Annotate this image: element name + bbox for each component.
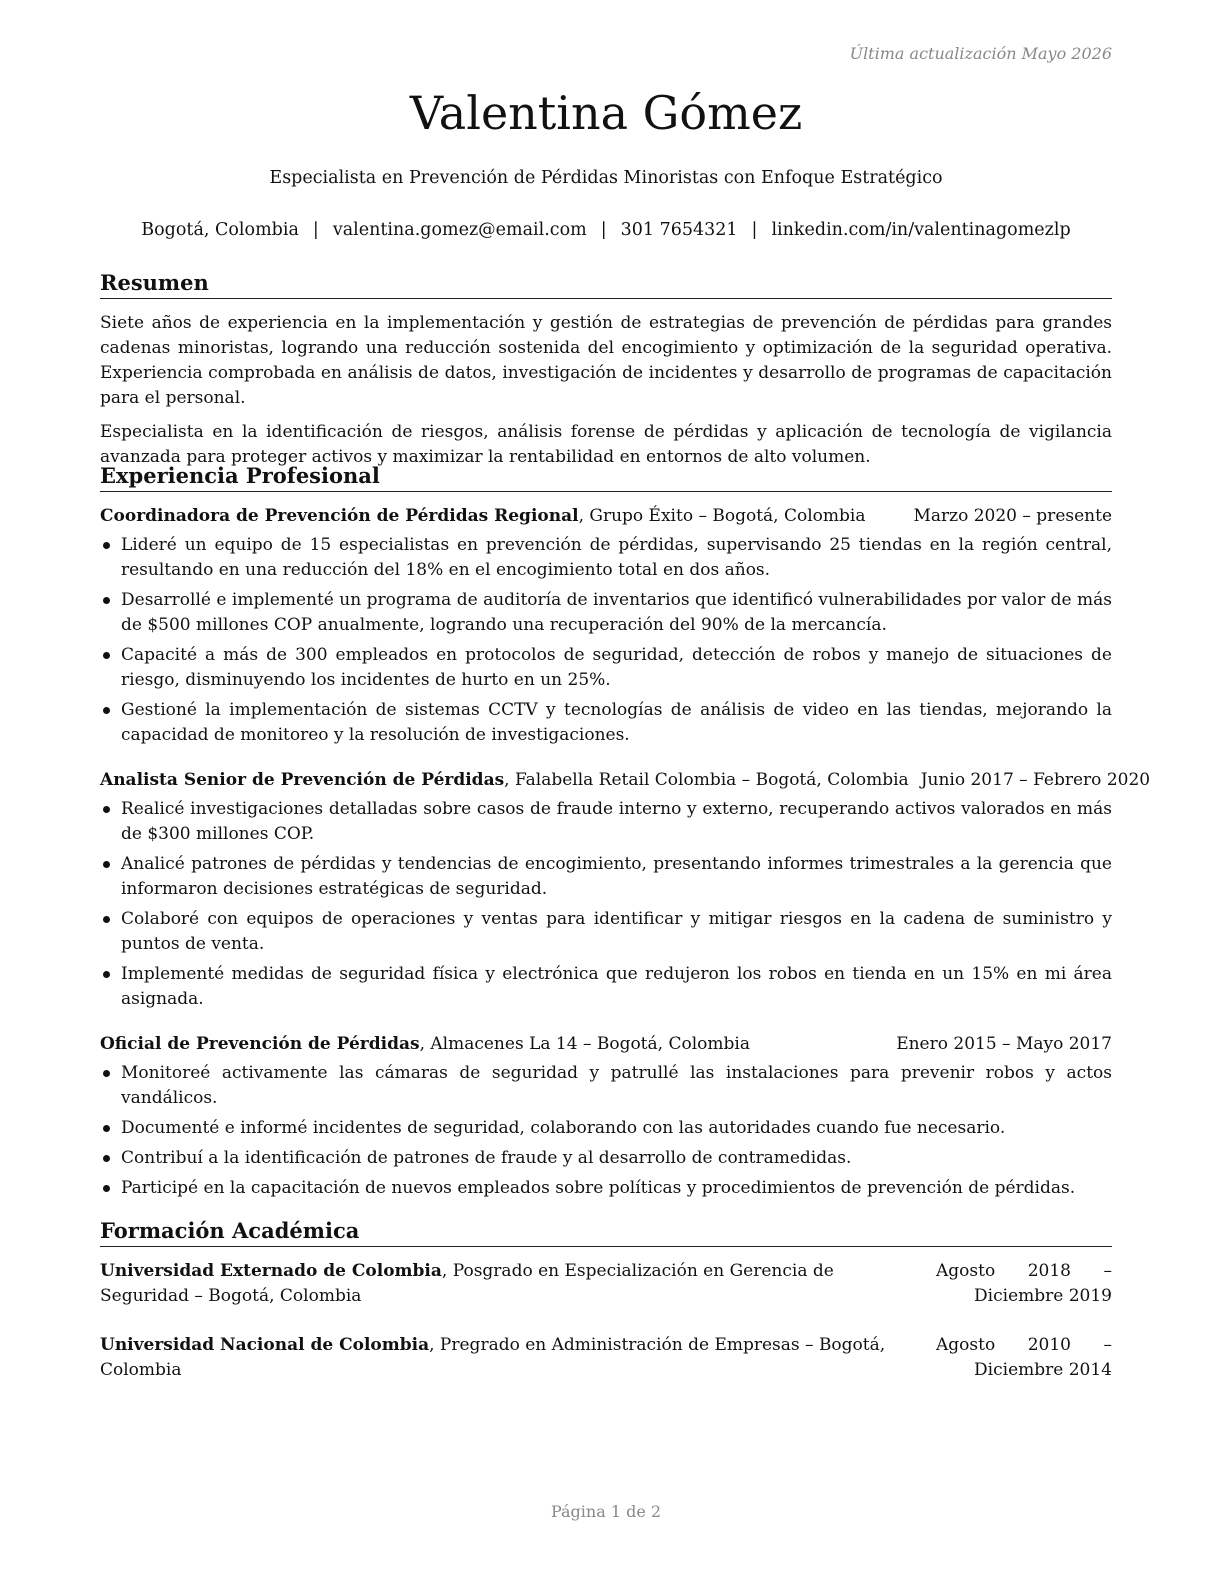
contact-phone: 301 7654321 xyxy=(620,220,738,240)
bullet-text: Documenté e informé incidentes de seguridad, colaborando con las autoridades cuando fue necesario. xyxy=(121,1118,1006,1138)
bullet-icon xyxy=(103,1125,110,1132)
job-bullets xyxy=(100,533,1112,748)
contact-separator: | xyxy=(751,220,758,240)
job-role: Coordinadora de Prevención de Pérdidas Regional xyxy=(100,506,579,526)
section-title: Experiencia Profesional xyxy=(100,463,1112,492)
bullet-icon xyxy=(103,1185,110,1192)
job-dates: Junio 2017 – Febrero 2020 xyxy=(920,770,1151,790)
job-header xyxy=(100,1032,1112,1057)
job-org: , Grupo Éxito – Bogotá, Colombia xyxy=(578,506,866,526)
contact-location: Bogotá, Colombia xyxy=(141,220,299,240)
list-item xyxy=(100,907,1112,957)
section-title: Resumen xyxy=(100,270,1112,299)
education-dates: Agosto 2018 – Diciembre 2019 xyxy=(936,1261,1112,1306)
degree-detail: , Pregrado en Administración de Empresas – Bogotá, Colombia xyxy=(100,1335,886,1380)
list-item xyxy=(100,1176,1112,1201)
list-item xyxy=(100,1116,1112,1141)
bullet-icon xyxy=(103,707,110,714)
contact-email[interactable]: valentina.gomez@email.com xyxy=(332,220,587,240)
bullet-text: Monitoreé activamente las cámaras de seguridad y patrullé las instalaciones para prevenir robos y actos vandálicos. xyxy=(121,1063,1112,1108)
last-updated: Última actualización Mayo 2026 xyxy=(849,44,1112,63)
education-entry xyxy=(100,1333,1112,1383)
list-item xyxy=(100,962,1112,1012)
candidate-headline: Especialista en Prevención de Pérdidas Minoristas con Enfoque Estratégico xyxy=(269,168,943,188)
list-item xyxy=(100,797,1112,847)
bullet-icon xyxy=(103,806,110,813)
job-entry xyxy=(100,768,1151,1012)
bullet-text: Lideré un equipo de 15 especialistas en prevención de pérdidas, supervisando 25 tiendas en la región central, resultando en una reducción del 18% en el encogimiento total en dos años. xyxy=(121,535,1112,580)
section-title: Formación Académica xyxy=(100,1218,1112,1247)
contact-line xyxy=(100,220,1112,240)
job-header xyxy=(100,504,1112,529)
list-item xyxy=(100,1061,1112,1111)
job-org: , Almacenes La 14 – Bogotá, Colombia xyxy=(419,1034,750,1054)
bullet-text: Contribuí a la identificación de patrones de fraude y al desarrollo de contramedidas. xyxy=(121,1148,852,1168)
job-role: Oficial de Prevención de Pérdidas xyxy=(100,1034,420,1054)
job-entry xyxy=(100,504,1112,748)
school-name: Universidad Externado de Colombia xyxy=(100,1261,442,1281)
education-entry xyxy=(100,1259,1112,1309)
experience-section xyxy=(100,463,1151,1221)
degree-detail: , Posgrado en Especialización en Gerencia de Seguridad – Bogotá, Colombia xyxy=(100,1261,834,1306)
list-item xyxy=(100,852,1112,902)
school-name: Universidad Nacional de Colombia xyxy=(100,1335,430,1355)
bullet-icon xyxy=(103,971,110,978)
bullet-text: Desarrollé e implementé un programa de auditoría de inventarios que identificó vulnerabilidades por valor de más de $500 millones COP anualmente, logrando una recuperación del 90% de la mercancía. xyxy=(121,590,1112,635)
list-item xyxy=(100,1146,1112,1171)
education-section xyxy=(100,1218,1112,1407)
bullet-icon xyxy=(103,1155,110,1162)
job-dates: Marzo 2020 – presente xyxy=(913,506,1112,526)
list-item xyxy=(100,643,1112,693)
bullet-icon xyxy=(103,597,110,604)
bullet-text: Realicé investigaciones detalladas sobre casos de fraude interno y externo, recuperando activos valorados en más de $300 millones COP. xyxy=(121,799,1112,844)
bullet-icon xyxy=(103,542,110,549)
bullet-text: Analicé patrones de pérdidas y tendencias de encogimiento, presentando informes trimestrales a la gerencia que informaron decisiones estratégicas de seguridad. xyxy=(121,854,1112,899)
bullet-icon xyxy=(103,652,110,659)
contact-separator: | xyxy=(600,220,607,240)
list-item xyxy=(100,533,1112,583)
summary-paragraph: Siete años de experiencia en la implementación y gestión de estrategias de prevención de pérdidas para grandes cadenas minoristas, logrando una reducción sostenida del encogimiento y optimización de la seguridad operativa. Experiencia comprobada en análisis de datos, investigación de incidentes y desarrollo de programas de capacitación para el personal. xyxy=(100,313,1112,408)
resume-page xyxy=(100,0,1151,1584)
job-entry xyxy=(100,1032,1112,1201)
bullet-text: Colaboré con equipos de operaciones y ventas para identificar y mitigar riesgos en la cadena de suministro y puntos de venta. xyxy=(121,909,1112,954)
bullet-text: Gestioné la implementación de sistemas CCTV y tecnologías de análisis de video en las tiendas, mejorando la capacidad de monitoreo y la resolución de investigaciones. xyxy=(121,700,1112,745)
list-item xyxy=(100,588,1112,638)
bullet-text: Participé en la capacitación de nuevos empleados sobre políticas y procedimientos de prevención de pérdidas. xyxy=(121,1178,1076,1198)
job-dates: Enero 2015 – Mayo 2017 xyxy=(896,1034,1112,1054)
bullet-icon xyxy=(103,1070,110,1077)
job-bullets xyxy=(100,1061,1112,1201)
bullet-icon xyxy=(103,861,110,868)
job-role: Analista Senior de Prevención de Pérdidas xyxy=(100,770,505,790)
bullet-icon xyxy=(103,916,110,923)
list-item xyxy=(100,698,1112,748)
job-bullets xyxy=(100,797,1112,1012)
bullet-text: Implementé medidas de seguridad física y electrónica que redujeron los robos en tienda en un 15% en mi área asignada. xyxy=(121,964,1112,1009)
education-dates: Agosto 2010 – Diciembre 2014 xyxy=(936,1335,1112,1380)
job-header xyxy=(100,768,1151,793)
summary-paragraph: Especialista en la identificación de riesgos, análisis forense de pérdidas y aplicación de tecnología de vigilancia avanzada para proteger activos y maximizar la rentabilidad en entornos de alto volumen. xyxy=(100,422,1112,467)
bullet-text: Capacité a más de 300 empleados en protocolos de seguridad, detección de robos y manejo de situaciones de riesgo, disminuyendo los incidentes de hurto en un 25%. xyxy=(121,645,1112,690)
contact-separator: | xyxy=(312,220,319,240)
candidate-name: Valentina Gómez xyxy=(409,86,803,140)
job-org: , Falabella Retail Colombia – Bogotá, Colombia xyxy=(504,770,909,790)
contact-linkedin[interactable]: linkedin.com/in/valentinagomezlp xyxy=(771,220,1071,240)
page-number: Página 1 de 2 xyxy=(550,1502,662,1521)
summary-section xyxy=(100,270,1112,479)
